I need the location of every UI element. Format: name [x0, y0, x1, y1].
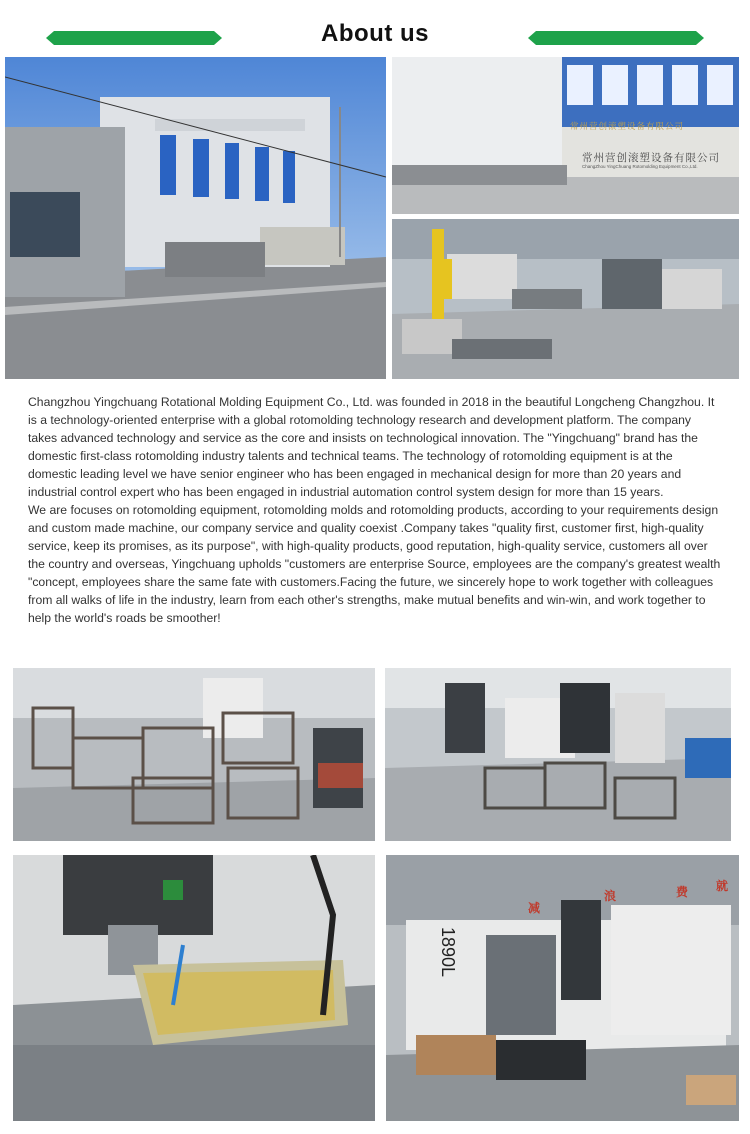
company-sign-photo: [392, 57, 739, 214]
about-description: [28, 393, 722, 627]
machining-center-photo: [386, 855, 739, 1121]
right-decorative-bar: [528, 31, 704, 45]
sign-chinese-text: 常州营创滚塑设备有限公司: [582, 152, 720, 164]
mold-frames-photo: [13, 668, 375, 841]
factory-exterior-photo: [5, 57, 386, 379]
about-paragraph-2: We are focuses on rotomolding equipment, rotomolding molds and rotomolding products, according to your requirements design and custom made machine, our company service and quality coexist .Company takes "quality first, customer first, high-quality service, keep its promises, as its purpose", with high-quality products, good reputation, high-quality service, customers all over the country and overseas, Yingchuang upholds "customers are enterprise Source, employees are the company's greatest wealth "concept, employees share the same fate with customers.Facing the future, we sincerely hope to work together with colleagues from all walks of life in the industry, learn from each other's strengths, make mutual benefits and win-win, and work together to help the world's roads be smoother!: [28, 503, 721, 625]
milling-mold-photo: [13, 855, 375, 1121]
section-title: About us: [321, 20, 429, 47]
machine-model-label: 1890L: [438, 927, 458, 978]
about-paragraph-1: Changzhou Yingchuang Rotational Molding Equipment Co., Ltd. was founded in 2018 in the beautiful Longcheng Changzhou. It is a technology-oriented enterprise with a global rotomolding technology research and development platform. The company takes advanced technology and service as the core and insists on technological innovation. The "Yingchuang" brand has the domestic first-class rotomolding industry talents and technical teams. The technology of rotomolding equipment is at the domestic leading level we have senior engineer who has been engaged in mechanical design for more than 20 years and industrial control expert who has been engaged in industrial automation control system design for more than 15 years.: [28, 395, 715, 499]
banner-char-3: 费: [676, 885, 689, 899]
sign-chinese-blurred: 常州营创滚塑设备有限公司: [570, 121, 685, 131]
section-header: [0, 0, 750, 60]
banner-char-1: 减: [528, 901, 541, 915]
banner-char-2: 浪: [604, 889, 617, 903]
workshop-interior-photo: [392, 219, 739, 379]
sign-english-text: ChangZhou YingChuang Rotomolding Equipment Co.,Ltd.: [582, 164, 698, 169]
cnc-workshop-photo: [385, 668, 731, 841]
banner-char-4: 就: [716, 879, 729, 893]
